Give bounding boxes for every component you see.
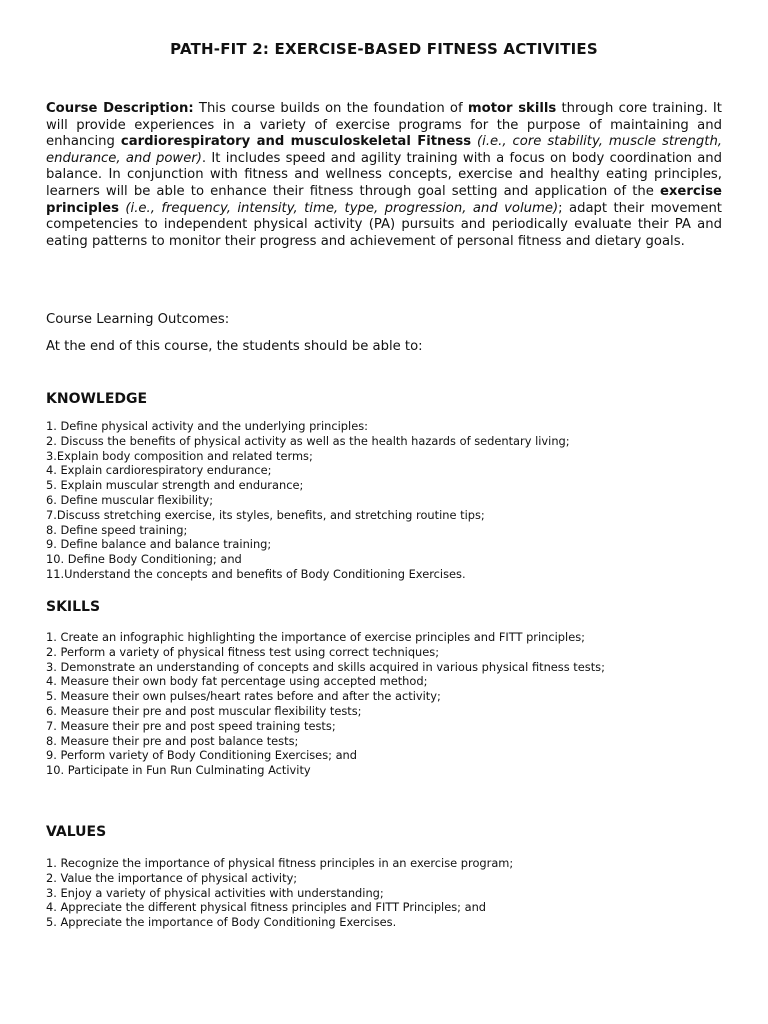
description-italic: (i.e., frequency, intensity, time, type, progression, and volume) xyxy=(118,200,559,216)
knowledge-list xyxy=(46,419,726,582)
outcomes-label: Course Learning Outcomes: xyxy=(46,312,230,327)
course-description xyxy=(46,101,722,250)
list-item: 2. Perform a variety of physical fitness test using correct techniques; xyxy=(46,644,440,659)
list-item: 6. Define muscular flexibility; xyxy=(46,492,214,507)
list-item: 6. Measure their pre and post muscular flexibility tests; xyxy=(46,703,362,718)
page-title: PATH-FIT 2: EXERCISE-BASED FITNESS ACTIVITIES xyxy=(170,40,598,58)
list-item: 8. Define speed training; xyxy=(46,522,188,537)
values-heading: VALUES xyxy=(46,824,107,840)
list-item: 5. Measure their own pulses/heart rates before and after the activity; xyxy=(46,689,441,704)
description-bold: exercise principles xyxy=(46,183,722,216)
description-bold: cardiorespiratory and musculoskeletal Fitness xyxy=(120,134,472,150)
list-item: 9. Perform variety of Body Conditioning Exercises; and xyxy=(46,748,358,763)
list-item: 5. Appreciate the importance of Body Conditioning Exercises. xyxy=(46,915,397,930)
description-text: ; adapt their movement competencies to independent physical activity (PA) pursuits and periodically evaluate their PA and eating patterns to monitor their progress and achievement of personal fitness and dietary goals. xyxy=(46,200,722,249)
outcomes-intro: At the end of this course, the students should be able to: xyxy=(46,339,423,354)
knowledge-heading: KNOWLEDGE xyxy=(46,391,148,407)
list-item: 7. Measure their pre and post speed training tests; xyxy=(46,718,336,733)
list-item: 11.Understand the concepts and benefits of Body Conditioning Exercises. xyxy=(46,566,466,581)
list-item: 5. Explain muscular strength and endurance; xyxy=(46,478,304,493)
list-item: 2. Discuss the benefits of physical activity as well as the health hazards of sedentary living; xyxy=(46,433,570,448)
description-text: This course builds on the foundation of xyxy=(193,101,468,116)
list-item: 2. Value the importance of physical activity; xyxy=(46,870,298,885)
list-item: 3. Enjoy a variety of physical activities with understanding; xyxy=(46,885,384,900)
description-italic: (i.e., core stability, muscle strength, endurance, and power) xyxy=(46,134,722,166)
description-bold: motor skills xyxy=(467,101,557,116)
skills-heading: SKILLS xyxy=(46,599,101,615)
list-item: 4. Explain cardiorespiratory endurance; xyxy=(46,463,272,478)
list-item: 4. Measure their own body fat percentage using accepted method; xyxy=(46,674,428,689)
list-item: 9. Define balance and balance training; xyxy=(46,537,272,552)
list-item: 1. Define physical activity and the underlying principles: xyxy=(46,419,368,433)
list-item: 4. Appreciate the different physical fitness principles and FITT Principles; and xyxy=(46,900,487,915)
description-text: . It includes speed and agility training with a focus on body coordination and balance. In conjunction with fitness and wellness concepts, exercise and healthy eating principles, learners will be able to enhance their fitness through goal setting and application of the xyxy=(46,150,723,199)
list-item: 10. Define Body Conditioning; and xyxy=(46,552,242,567)
values-list xyxy=(46,856,726,930)
list-item: 3. Demonstrate an understanding of concepts and skills acquired in various physical fitness tests; xyxy=(46,659,605,674)
list-item: 3.Explain body composition and related terms; xyxy=(46,448,313,463)
skills-list xyxy=(46,630,726,778)
list-item: 8. Measure their pre and post balance tests; xyxy=(46,733,299,748)
description-label: Course Description: xyxy=(46,101,194,116)
list-item: 10. Participate in Fun Run Culminating Activity xyxy=(46,763,311,778)
list-item: 7.Discuss stretching exercise, its styles, benefits, and stretching routine tips; xyxy=(46,507,485,522)
description-text: through core training. It will provide experiences in a variety of exercise programs for the purpose of maintaining and enhancing xyxy=(46,101,722,150)
list-item: 1. Create an infographic highlighting the importance of exercise principles and FITT principles; xyxy=(46,630,585,644)
list-item: 1. Recognize the importance of physical fitness principles in an exercise program; xyxy=(46,856,514,870)
